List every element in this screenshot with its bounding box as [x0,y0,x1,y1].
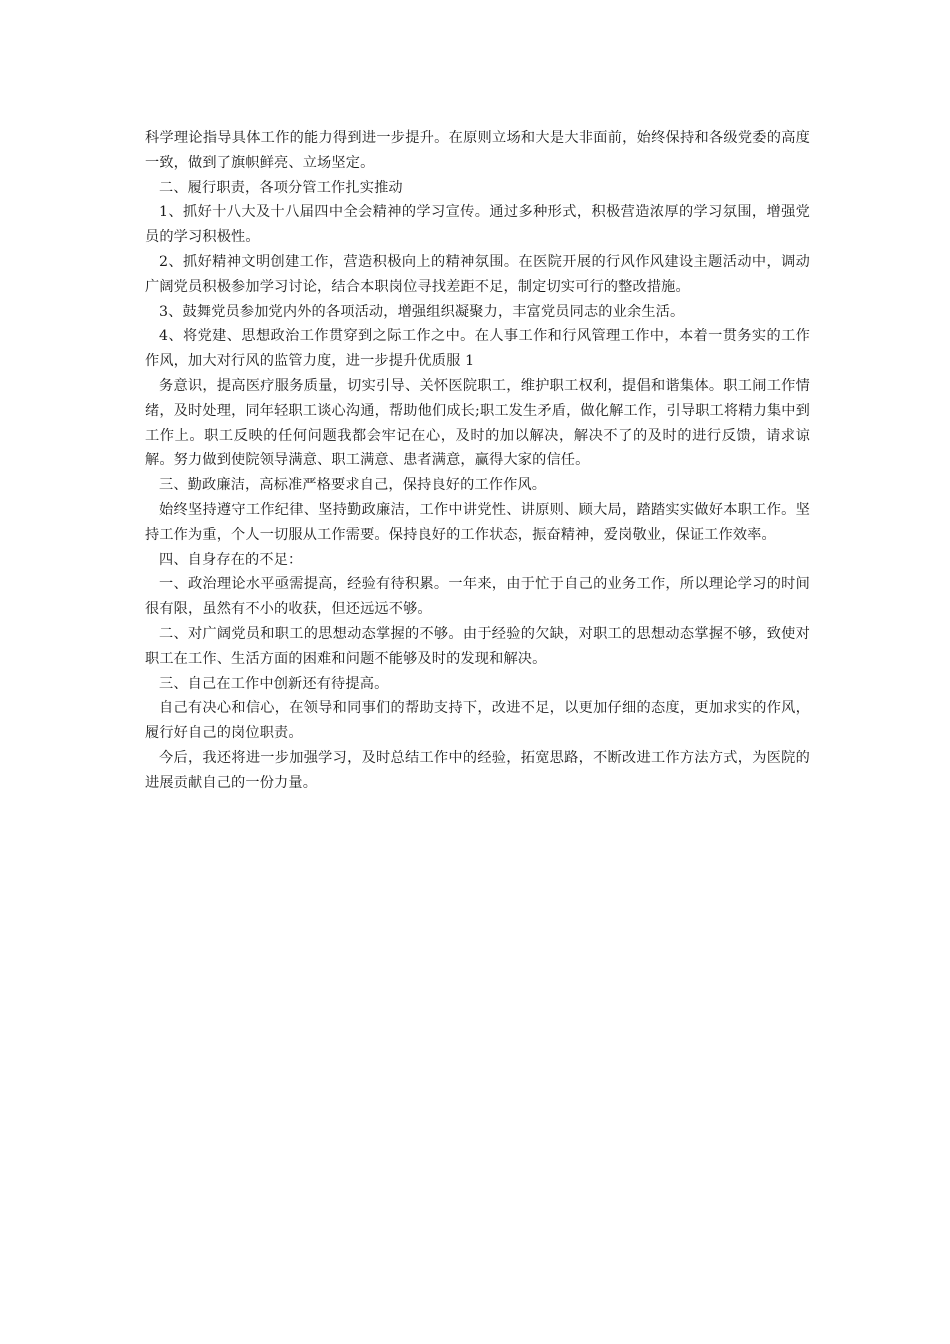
paragraph-shortcoming-1: 一、政治理论水平亟需提高，经验有待积累。一年来，由于忙于自己的业务工作，所以理论学习的时间很有限，虽然有不小的收获，但还远远不够。 [145,576,810,618]
paragraph-item-2: 2、抓好精神文明创建工作，营造积极向上的精神氛围。在医院开展的行风作风建设主题活动中，调动广阔党员积极参加学习讨论，结合本职岗位寻找差距不足，制定切实可行的整改措施。 [145,253,810,295]
paragraph-determination: 自己有决心和信心，在领导和同事们的帮助支持下，改进不足，以更加仔细的态度，更加求实的作风，履行好自己的岗位职责。 [145,700,810,742]
heading-2-duties: 二、履行职责，各项分管工作扎实推动 [159,179,403,196]
paragraph-item-3: 3、鼓舞党员参加党内外的各项活动，增强组织凝聚力，丰富党员同志的业余生活。 [159,303,685,320]
paragraph-1: 科学理论指导具体工作的能力得到进一步提升。在原则立场和大是大非面前，始终保持和各级党委的高度一致，做到了旗帜鲜亮、立场坚定。 [145,130,810,171]
paragraph-service-awareness: 务意识，提高医疗服务质量，切实引导、关怀医院职工，维护职工权利，提倡和谐集体。职工闹工作情绪，及时处理，同年轻职工谈心沟通，帮助他们成长;职工发生矛盾，做化解工作，引导职工将精力集中到工作上。职工反映的任何问题我都会牢记在心，及时的加以解决，解决不了的及时的进行反馈，请求谅解。努力做到使院领导满意、职工满意、患者满意，赢得大家的信任。 [145,377,810,469]
heading-3-integrity: 三、勤政廉洁，高标准严格要求自己，保持良好的工作作风。 [159,477,547,494]
document-body [145,126,810,796]
heading-4-shortcomings: 四、自身存在的不足： [159,551,303,568]
paragraph-item-1: 1、抓好十八大及十八届四中全会精神的学习宣传。通过多种形式，积极营造浓厚的学习氛围，增强党员的学习积极性。 [145,204,810,246]
paragraph-item-4: 4、将党建、思想政治工作贯穿到之际工作之中。在人事工作和行风管理工作中，本着一贯务实的工作作风，加大对行风的监管力度，进一步提升优质服 1 [145,328,810,370]
paragraph-conclusion: 今后，我还将进一步加强学习，及时总结工作中的经验，拓宽思路，不断改进工作方法方式，为医院的进展贡献自己的一份力量。 [145,749,810,791]
paragraph-shortcoming-3: 三、自己在工作中创新还有待提高。 [159,675,389,692]
paragraph-shortcoming-2: 二、对广阔党员和职工的思想动态掌握的不够。由于经验的欠缺，对职工的思想动态掌握不够，致使对职工在工作、生活方面的困难和问题不能够及时的发现和解决。 [145,625,810,667]
paragraph-discipline: 始终坚持遵守工作纪律、坚持勤政廉洁，工作中讲党性、讲原则、顾大局，踏踏实实做好本职工作。坚持工作为重，个人一切服从工作需要。保持良好的工作状态，振奋精神，爱岗敬业，保证工作效率。 [145,501,810,543]
